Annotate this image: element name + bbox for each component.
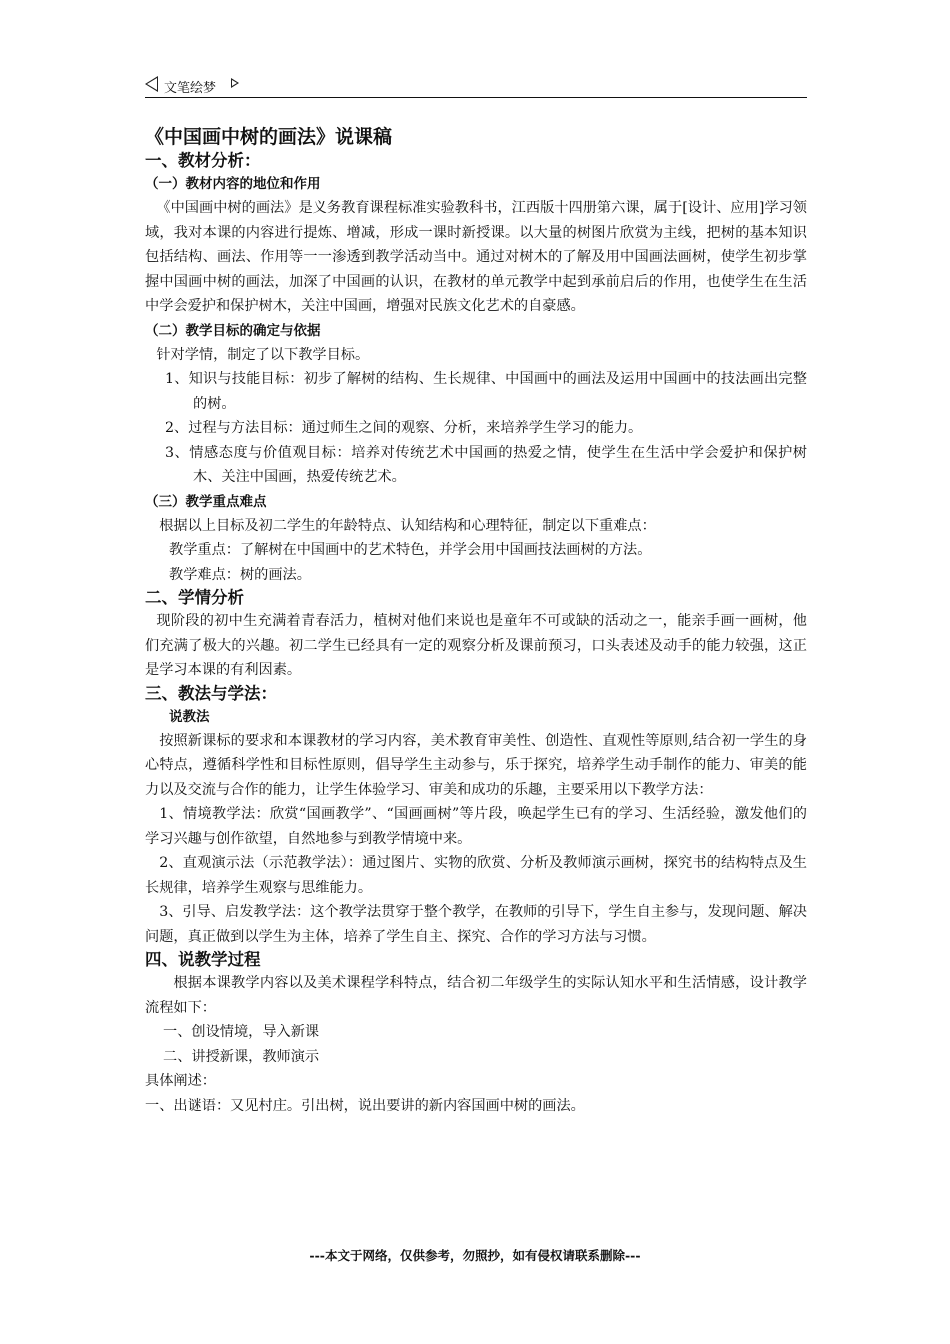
paragraph-process-intro: 根据本课教学内容以及美术课程学科特点，结合初二年级学生的实际认知水平和生活情感，设计教学流程如下：: [145, 975, 807, 1016]
flow-item-1: 一、创设情境，导入新课: [163, 1024, 320, 1040]
paragraph-key-points-intro: 根据以上目标及初二学生的年龄特点、认知结构和心理特征，制定以下重难点：: [159, 517, 656, 534]
paragraph-riddle: 一、出谜语：又见村庄。引出树，说出要讲的新内容国画中树的画法。: [145, 1097, 585, 1114]
subsection-heading-1-2: （二）教学目标的确定与依据: [145, 322, 321, 339]
paragraph-student-analysis: 现阶段的初中生充满着青春活力，植树对他们来说也是童年不可或缺的活动之一，能亲手画一画树，他们充满了极大的兴趣。初二学生已经具有一定的观察分析及课前预习，口头表述及动手的能力较强，这正是学习本课的有利因素。: [145, 613, 807, 678]
teaching-difficulty: 教学难点：树的画法。: [169, 566, 311, 583]
paragraph-material-position: 《中国画中树的画法》是义务教育课程标准实验教科书，江西版十四册第六课，属于[设计、应用]学习领域，我对本课的内容进行提炼、增减，形成一课时新授课。以大量的树图片欣赏为主线，把树的基本知识包括结构、画法、作用等一一渗透到教学活动当中。通过对树木的了解及用中国画法画树，使学生初步掌握中国画中树的画法，加深了中国画的认识，在教材的单元教学中起到承前启后的作用，也使学生在生活中学会爱护和保护树木，关注中国画，增强对民族文化艺术的自豪感。: [145, 200, 807, 314]
paragraph-details-label: 具体阐述：: [145, 1073, 216, 1089]
right-triangle-icon: [231, 78, 239, 88]
subsection-heading-3-1: 说教法: [169, 708, 210, 725]
goal-item-3: 3、情感态度与价值观目标：培养对传统艺术中国画的热爱之情，使学生在生活中学会爱护和保护树木、关注中国画，热爱传统艺术。: [165, 444, 807, 485]
header-text: 文笔绘梦: [164, 81, 217, 96]
header-rule: [145, 97, 807, 98]
section-heading-4: 四、说教学过程: [145, 950, 261, 969]
method-item-2: 2、直观演示法（示范教学法）：通过图片、实物的欣赏、分析及教师演示画树，探究书的结构特点及生长规律，培养学生观察与思维能力。: [145, 855, 807, 896]
method-item-1: 1、情境教学法：欣赏“国画教学”、“国画画树”等片段，唤起学生已有的学习、生活经验，激发他们的学习兴趣与创作欲望，自然地参与到教学情境中来。: [145, 806, 807, 847]
section-heading-1: 一、教材分析：: [145, 151, 261, 170]
left-triangle-icon: [145, 76, 158, 92]
goal-item-1: 1、知识与技能目标：初步了解树的结构、生长规律、中国画中的画法及运用中国画中的技法画出完整的树。: [165, 371, 807, 412]
paragraph-teaching-methods: 按照新课标的要求和本课教材的学习内容，美术教育审美性、创造性、直观性等原则,结合初一学生的身心特点，遵循科学性和目标性原则，倡导学生主动参与，乐于探究，培养学生动手制作的能力、审美的能力以及交流与合作的能力，让学生体验学习、审美和成功的乐趣，主要采用以下教学方法：: [145, 732, 807, 798]
page-header: [145, 74, 807, 96]
flow-item-2: 二、讲授新课，教师演示: [163, 1048, 320, 1065]
page-footer: ---本文于网络，仅供参考，勿照抄，如有侵权请联系删除---: [309, 1248, 641, 1263]
goal-item-2: 2、过程与方法目标：通过师生之间的观察、分析，来培养学生学习的能力。: [165, 420, 643, 436]
teaching-key-point: 教学重点：了解树在中国画中的艺术特色，并学会用中国画技法画树的方法。: [169, 542, 652, 558]
method-item-3: 3、引导、启发教学法：这个教学法贯穿于整个教学，在教师的引导下，学生自主参与，发现问题、解决问题，真正做到以学生为主体，培养了学生自主、探究、合作的学习方法与习惯。: [145, 904, 807, 945]
subsection-heading-1-3: （三）教学重点难点: [145, 493, 267, 510]
paragraph-goals-intro: 针对学情，制定了以下教学目标。: [156, 346, 370, 363]
subsection-heading-1-1: （一）教材内容的地位和作用: [145, 176, 321, 192]
section-heading-2: 二、学情分析: [145, 588, 244, 607]
document-body: [145, 124, 807, 1118]
section-heading-3: 三、教法与学法：: [145, 683, 277, 703]
document-title: 《中国画中树的画法》说课稿: [145, 126, 393, 148]
